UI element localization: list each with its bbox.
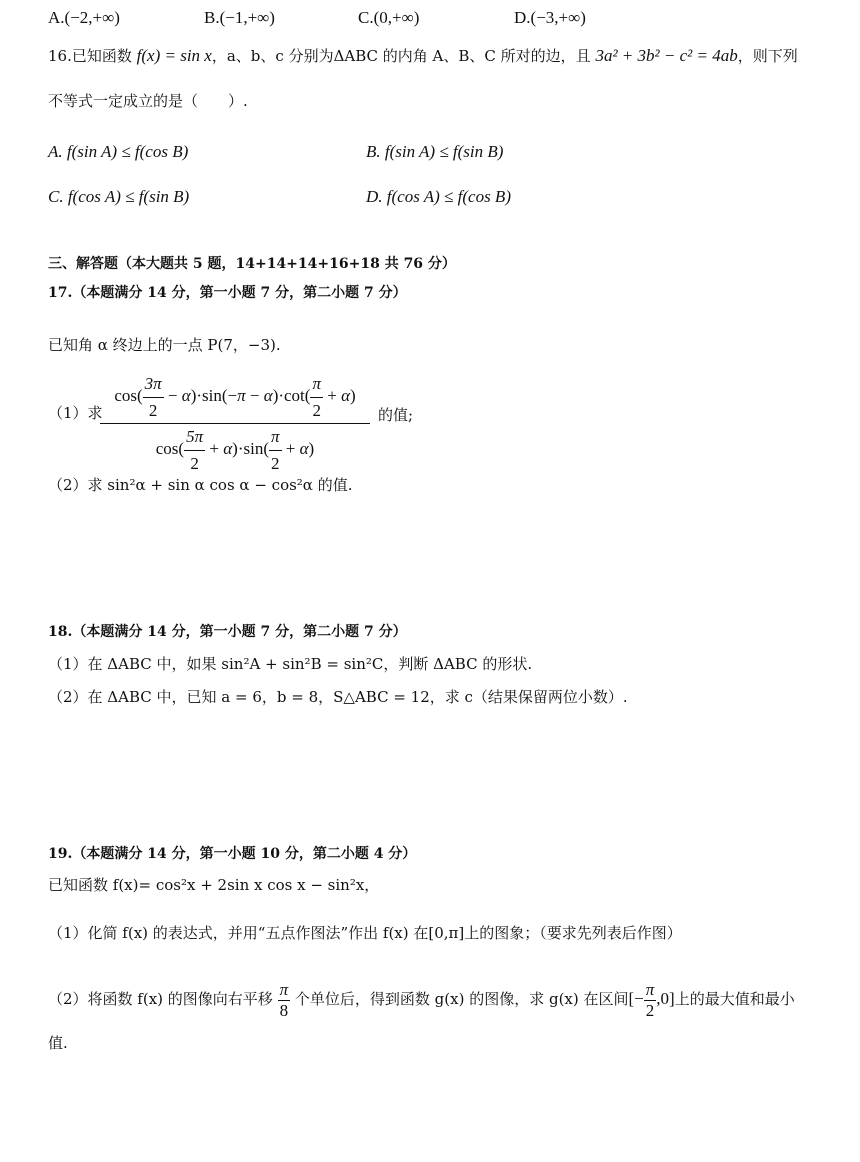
q17-fraction-numerator: cos( $\frac{3\pi}{2}$ − α)·sin(−π − α)·cot( $\frac{\pi}{2}$ + α)	[100, 374, 370, 424]
q19-part2-c: 上的最大值和最小	[674, 990, 795, 1009]
q15-option-a: A.(−2,+∞)	[48, 8, 120, 27]
q19-part2	[48, 980, 795, 1020]
q17-part1-prefix: （1）求	[48, 404, 103, 422]
q16-text-b: ，a、b、c 分别为ΔABC 的内角 A、B、C 所对的边，且	[211, 47, 591, 65]
q19-heading: 19.（本题满分 14 分，第一小题 10 分，第二小题 4 分）	[48, 846, 417, 862]
q19-intro: 已知函数 f(x)= cos²x + 2sin x cos x − sin²x，	[48, 876, 380, 894]
q18-part1: （1）在 ΔABC 中，如果 sin²A + sin²B = sin²C，判断 ΔABC 的形状.	[48, 655, 533, 673]
q17-fraction	[100, 374, 370, 473]
q19-part1: （1）化简 f(x) 的表达式，并用“五点作图法”作出 f(x) 在[0,π]上的图象；（要求先列表后作图）	[48, 924, 682, 942]
q16-option-d: D. f(cos A) ≤ f(cos B)	[366, 187, 511, 206]
section-3-heading: 三、解答题（本大题共 5 题，14+14+14+16+18 共 76 分）	[48, 256, 456, 272]
q17-heading: 17.（本题满分 14 分，第一小题 7 分，第二小题 7 分）	[48, 285, 407, 301]
q19-part2-cont: 值.	[48, 1034, 68, 1052]
q15-option-b: B.(−1,+∞)	[204, 8, 275, 27]
q15-option-c: C.(0,+∞)	[358, 8, 420, 27]
q19-part2-a: （2）将函数 f(x) 的图像向右平移	[48, 990, 273, 1009]
q17-part1-suffix: 的值;	[378, 406, 414, 424]
q15-option-d: D.(−3,+∞)	[514, 8, 586, 27]
q16-text-a: 已知函数	[71, 47, 132, 65]
q19-interval: [− $\frac{\pi}{2}$ ,0]	[628, 980, 675, 1020]
q17-fraction-denominator: cos( $\frac{5\pi}{2}$ + α)·sin( $\frac{\pi}{2}$ + α)	[155, 427, 315, 473]
q16-func: f(x) = sin x	[136, 46, 212, 65]
q18-heading: 18.（本题满分 14 分，第一小题 7 分，第二小题 7 分）	[48, 624, 407, 640]
q16-number: 16.	[48, 47, 72, 65]
q16-stem-cont: 不等式一定成立的是（ ）.	[48, 92, 248, 110]
q16-option-a: A. f(sin A) ≤ f(cos B)	[48, 142, 189, 161]
q16-option-c: C. f(cos A) ≤ f(sin B)	[48, 187, 190, 206]
q18-part2: （2）在 ΔABC 中，已知 a = 6，b = 8，S△ABC = 12，求 c（结果保留两位小数）.	[48, 688, 628, 706]
q16-stem	[48, 46, 798, 66]
q16-condition: 3a² + 3b² − c² = 4ab	[595, 46, 738, 65]
q17-part2: （2）求 sin²α + sin α cos α − cos²α 的值.	[48, 476, 353, 494]
q17-intro: 已知角 α 终边上的一点 P(7，−3).	[48, 336, 281, 354]
q19-part2-b: 个单位后，得到函数 g(x) 的图像，求 g(x) 在区间	[294, 990, 629, 1009]
q16-text-c: ，则下列	[737, 47, 798, 65]
q19-shift-fraction: $\frac{\pi}{8}$	[279, 980, 289, 1020]
q16-option-b: B. f(sin A) ≤ f(sin B)	[366, 142, 504, 161]
